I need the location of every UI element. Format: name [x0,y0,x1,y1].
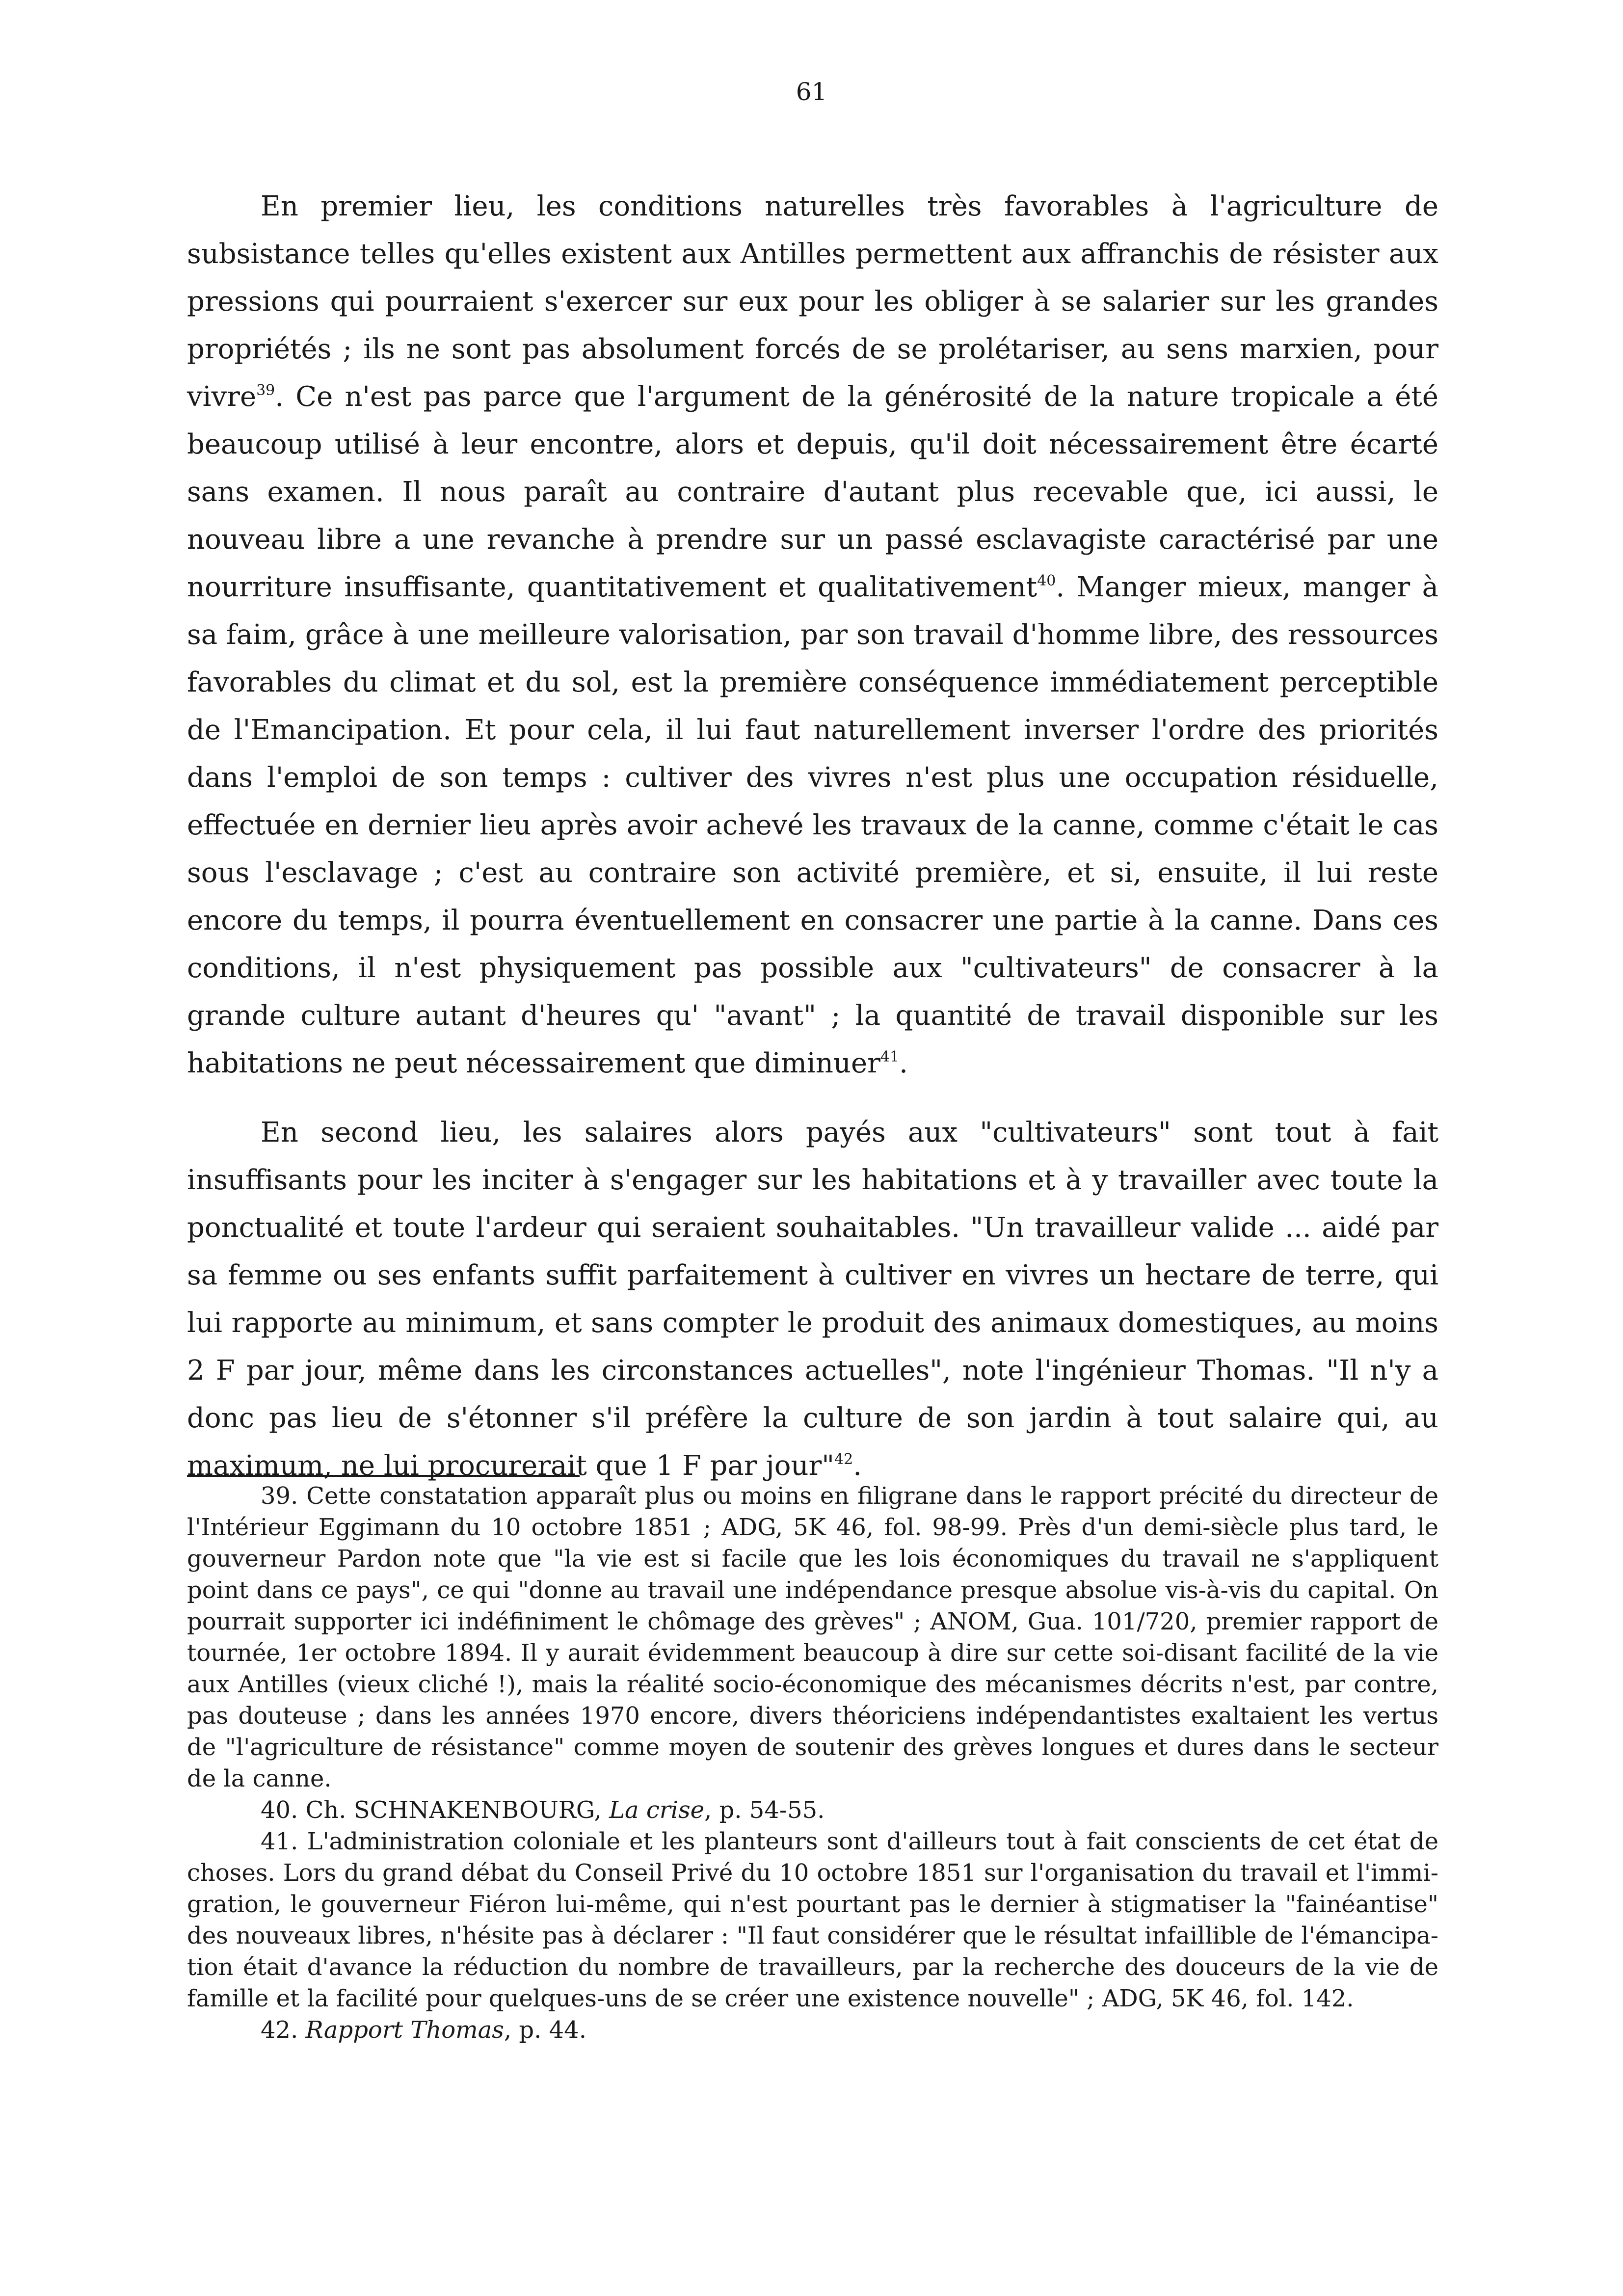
page-number: 61 [796,78,827,106]
footnote-reference[interactable]: 39 [256,382,275,399]
footnote-42 [187,2014,1438,2046]
paragraph-text: . [853,1450,862,1482]
footnote-text: Cette constatation apparaît plus ou moins en filigrane dans le rapport précité du directeur de l'Intérieur Eggimann du 10 octobre 1851 ; ADG, 5K 46, fol. 98-99. Près d'un demi-siècle plus tard, le gouverneur Pardon note que "la vie est si facile que les lois économiques du travail ne s'appliquent point dans ce pays", ce qui "donne au travail une indépendance presque absolue vis-à-vis du capital. On pourrait supporter ici indéfiniment le chômage des grèves" ; ANOM, Gua. 101/720, premier rapport de tournée, 1er octobre 1894. Il y aurait évidemment beaucoup à dire sur cette soi-disant facilité de la vie aux Antilles (vieux cliché !), mais la réalité socio-économique des mécanismes décrits n'est, par contre, pas douteuse ; dans les années 1970 encore, divers théoriciens indépendantistes exaltaient les vertus de "l'agriculture de résistance" comme moyen de soutenir des grèves longues et dures dans le secteur de la canne. [187,1482,1438,1792]
paragraph-text: En premier lieu, les conditions naturelles très favorables à l'agriculture de subsistance telles qu'elles existent aux Antilles permettent aux affranchis de résister aux pressions qui pourraient s'exercer sur eux pour les obliger à se salarier sur les grandes propriétés ; ils ne sont pas absolument forcés de se prolétariser, au sens marxien, pour vivre [187,190,1438,413]
body-paragraph-1 [187,183,1438,1087]
paragraph-text: En second lieu, les salaires alors payés aux "cultivateurs" sont tout à fait insuffisants pour les inciter à s'engager sur les habitations et à y travailler avec toute la ponctualité et toute l'ardeur qui seraient souhaitables. "Un travailleur valide ... aidé par sa femme ou ses enfants suffit parfaitement à cultiver en vivres un hectare de terre, qui lui rapporte au minimum, et sans compter le produit des animaux domestiques, au moins 2 F par jour, même dans les circonstances actuelles", note l'ingénieur Thomas. "Il n'y a donc pas lieu de s'étonner s'il préfère la culture de son jardin à tout salaire qui, au maximum, ne lui procurerait que 1 F par jour" [187,1117,1438,1482]
footnote-text: L'administration coloniale et les planteurs sont d'ailleurs tout à fait conscients de cet état de choses. Lors du grand débat du Conseil Privé du 10 octobre 1851 sur l'organisation du travail et l'immigration, le gouverneur Fiéron lui-même, qui n'est pourtant pas le dernier à stigmatiser la "fainéantise" des nouveaux libres, n'hésite pas à déclarer : "Il faut considérer que le résultat infaillible de l'émancipation était d'avance la réduction du nombre de travailleurs, par la recherche des douceurs de la vie de famille et la facilité pour quelques-uns de se créer une existence nouvelle" ; ADG, 5K 46, fol. 142. [187,1828,1439,2012]
footnote-number: 39. [261,1482,298,1510]
footnote-40 [187,1794,1438,1826]
footnote-title: La crise [609,1796,705,1824]
footnote-number: 41. [261,1828,298,1855]
footnote-reference[interactable]: 40 [1037,572,1056,589]
footnote-number: 40. [261,1796,298,1824]
footnote-39 [187,1480,1438,1794]
footnotes [187,1480,1438,2046]
footnote-41 [187,1826,1438,2014]
body-paragraph-2 [187,1109,1438,1490]
footnote-text: , p. 54-55. [704,1796,825,1824]
footnote-text: , p. 44. [504,2016,586,2044]
footnote-number: 42. [261,2016,298,2044]
footnote-reference[interactable]: 41 [880,1048,900,1066]
footnote-separator [187,1475,580,1477]
paragraph-text: . [899,1047,908,1079]
paragraph-text: . Manger mieux, manger à sa faim, grâce à une meilleure valorisation, par son travail d'homme libre, des ressources favorables du climat et du sol, est la première conséquence immédiatement perceptible de l'Emancipation. Et pour cela, il lui faut naturellement inverser l'ordre des priorités dans l'emploi de son temps : cultiver des vivres n'est plus une occupation résiduelle, effectuée en dernier lieu après avoir achevé les travaux de la canne, comme c'était le cas sous l'esclavage ; c'est au contraire son activité première, et si, ensuite, il lui reste encore du temps, il pourra éventuellement en consacrer une partie à la canne. Dans ces conditions, il n'est physiquement pas possible aux "cultivateurs" de consacrer à la grande culture autant d'heures qu' "avant" ; la quantité de travail disponible sur les habitations ne peut nécessairement que diminuer [187,571,1438,1079]
footnote-text: Ch. SCHNAKENBOURG, [305,1796,610,1824]
paragraph-text: . Ce n'est pas parce que l'argument de la générosité de la nature tropicale a été beaucoup utilisé à leur encontre, alors et depuis, qu'il doit nécessairement être écarté sans examen. Il nous paraît au contraire d'autant plus recevable que, ici aussi, le nouveau libre a une revanche à prendre sur un passé esclavagiste caractérisé par une nourriture insuffisante, quantitativement et qualitativement [187,381,1438,603]
footnote-reference[interactable]: 42 [834,1451,853,1468]
footnote-title: Rapport Thomas [305,2016,504,2044]
